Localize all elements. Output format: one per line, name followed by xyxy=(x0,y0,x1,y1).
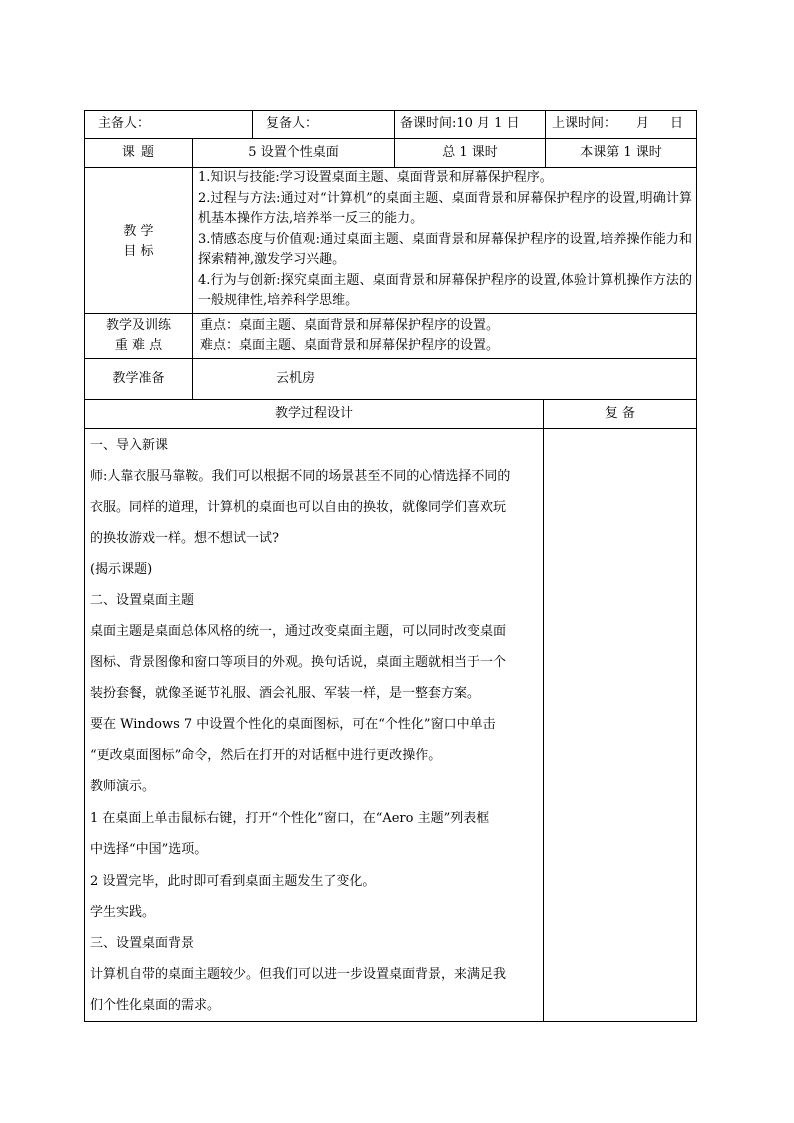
lesson-label: 课 题 xyxy=(121,145,156,160)
lesson-current-cell xyxy=(546,144,696,162)
goals-label-line1: 教 学 xyxy=(123,224,154,239)
preparation-label-cell xyxy=(85,370,192,388)
process-line: 桌面主题是桌面总体风格的统一，通过改变桌面主题，可以同时改变桌面 xyxy=(90,624,507,639)
goals-label-line2: 目 标 xyxy=(123,244,154,259)
col-divider xyxy=(394,110,395,138)
goal-item: 3.情感态度与价值观:通过桌面主题、桌面背景和屏幕保护程序的设置,培养操作能力和探索精神,激发学习兴趣。 xyxy=(198,231,692,267)
preparation-value: 云机房 xyxy=(276,371,316,386)
goal-item: 4.行为与创新:探究桌面主题、桌面背景和屏幕保护程序的设置,体验计算机操作方法的一般规律性,培养科学思维。 xyxy=(198,272,692,308)
process-line: 三、设置桌面背景 xyxy=(90,936,195,951)
process-line: 学生实践。 xyxy=(90,905,156,920)
process-line: 一、导入新课 xyxy=(90,438,169,453)
col-divider xyxy=(545,110,546,138)
lead-preparer-cell xyxy=(98,115,150,133)
goal-item: 2.过程与方法:通过对“计算机”的桌面主题、桌面背景和屏幕保护程序的设置,明确计算机基本操作方法,培养举一反三的能力。 xyxy=(198,190,692,226)
process-line: “更改桌面图标”命令，然后在打开的对话框中进行更改操作。 xyxy=(90,748,442,763)
process-line: 中选择“中国”选项。 xyxy=(90,842,208,857)
process-line: 衣服。同样的道理，计算机的桌面也可以自由的换妆，就像同学们喜欢玩 xyxy=(90,500,507,515)
prep-time-cell xyxy=(400,115,520,133)
table-border-bottom xyxy=(84,1021,697,1022)
lesson-title: 5 设置个性桌面 xyxy=(248,145,339,160)
process-content xyxy=(90,430,540,1020)
goals-label-cell xyxy=(85,222,192,262)
lesson-total-cell xyxy=(395,144,545,162)
class-time-month: 月 xyxy=(636,116,650,131)
row-divider xyxy=(84,399,697,400)
preparation-value-cell xyxy=(276,370,315,388)
preparation-label: 教学准备 xyxy=(112,371,165,386)
review-header: 复 备 xyxy=(604,406,636,421)
keypoints-label-cell xyxy=(85,316,192,356)
process-line: 图标、背景图像和窗口等项目的外观。换句话说，桌面主题就相当于一个 xyxy=(90,655,507,670)
review-header-cell xyxy=(544,405,696,423)
keypoints-content-cell xyxy=(200,316,690,356)
process-line: 1 在桌面上单击鼠标右键，打开“个性化”窗口，在“Aero 主题”列表框 xyxy=(90,811,490,826)
lead-preparer-label: 主备人： xyxy=(98,116,151,131)
class-time-label: 上课时间： xyxy=(552,116,618,131)
process-line: 二、设置桌面主题 xyxy=(90,593,195,608)
process-line: (揭示课题) xyxy=(90,562,153,577)
col-divider xyxy=(192,167,193,399)
co-preparer-label: 复备人： xyxy=(266,116,319,131)
row-divider xyxy=(84,138,697,139)
prep-time: 备课时间:10 月 1 日 xyxy=(400,116,520,131)
class-time-day: 日 xyxy=(670,116,684,131)
process-line: 2 设置完毕，此时即可看到桌面主题发生了变化。 xyxy=(90,874,376,889)
process-header: 教学过程设计 xyxy=(274,406,353,421)
goals-content-cell xyxy=(198,168,692,312)
lesson-title-cell xyxy=(193,144,394,162)
class-time-cell xyxy=(552,115,694,133)
process-line: 要在 Windows 7 中设置个性化的桌面图标，可在“个性化”窗口中单击 xyxy=(90,717,496,732)
lesson-total: 总 1 课时 xyxy=(442,145,498,160)
col-divider xyxy=(252,110,253,138)
process-line: 的换妆游戏一样。想不想试一试? xyxy=(90,531,279,546)
process-line: 们个性化桌面的需求。 xyxy=(90,998,221,1013)
process-line: 计算机自带的桌面主题较少。但我们可以进一步设置桌面背景，来满足我 xyxy=(90,967,507,982)
process-header-cell xyxy=(85,405,543,423)
col-divider xyxy=(543,399,544,1022)
row-divider xyxy=(84,313,697,314)
process-line: 装扮套餐，就像圣诞节礼服、酒会礼服、军装一样，是一整套方案。 xyxy=(90,686,481,701)
difficulty-point: 难点：桌面主题、桌面背景和屏幕保护程序的设置。 xyxy=(200,338,500,353)
co-preparer-cell xyxy=(266,115,318,133)
focus-point: 重点：桌面主题、桌面背景和屏幕保护程序的设置。 xyxy=(200,318,500,333)
lesson-label-cell xyxy=(85,144,192,162)
table-border-right xyxy=(696,110,697,1022)
keypoints-label-line1: 教学及训练 xyxy=(105,318,171,333)
row-divider xyxy=(84,428,697,429)
table-border-top xyxy=(84,110,697,111)
process-line: 师:人靠衣服马靠鞍。我们可以根据不同的场景甚至不同的心情选择不同的 xyxy=(90,469,511,484)
keypoints-label-line2: 重 难 点 xyxy=(114,338,163,353)
goal-item: 1.知识与技能:学习设置桌面主题、桌面背景和屏幕保护程序。 xyxy=(198,170,553,185)
process-line: 教师演示。 xyxy=(90,779,156,794)
lesson-current: 本课第 1 课时 xyxy=(580,145,662,160)
row-divider xyxy=(84,358,697,359)
